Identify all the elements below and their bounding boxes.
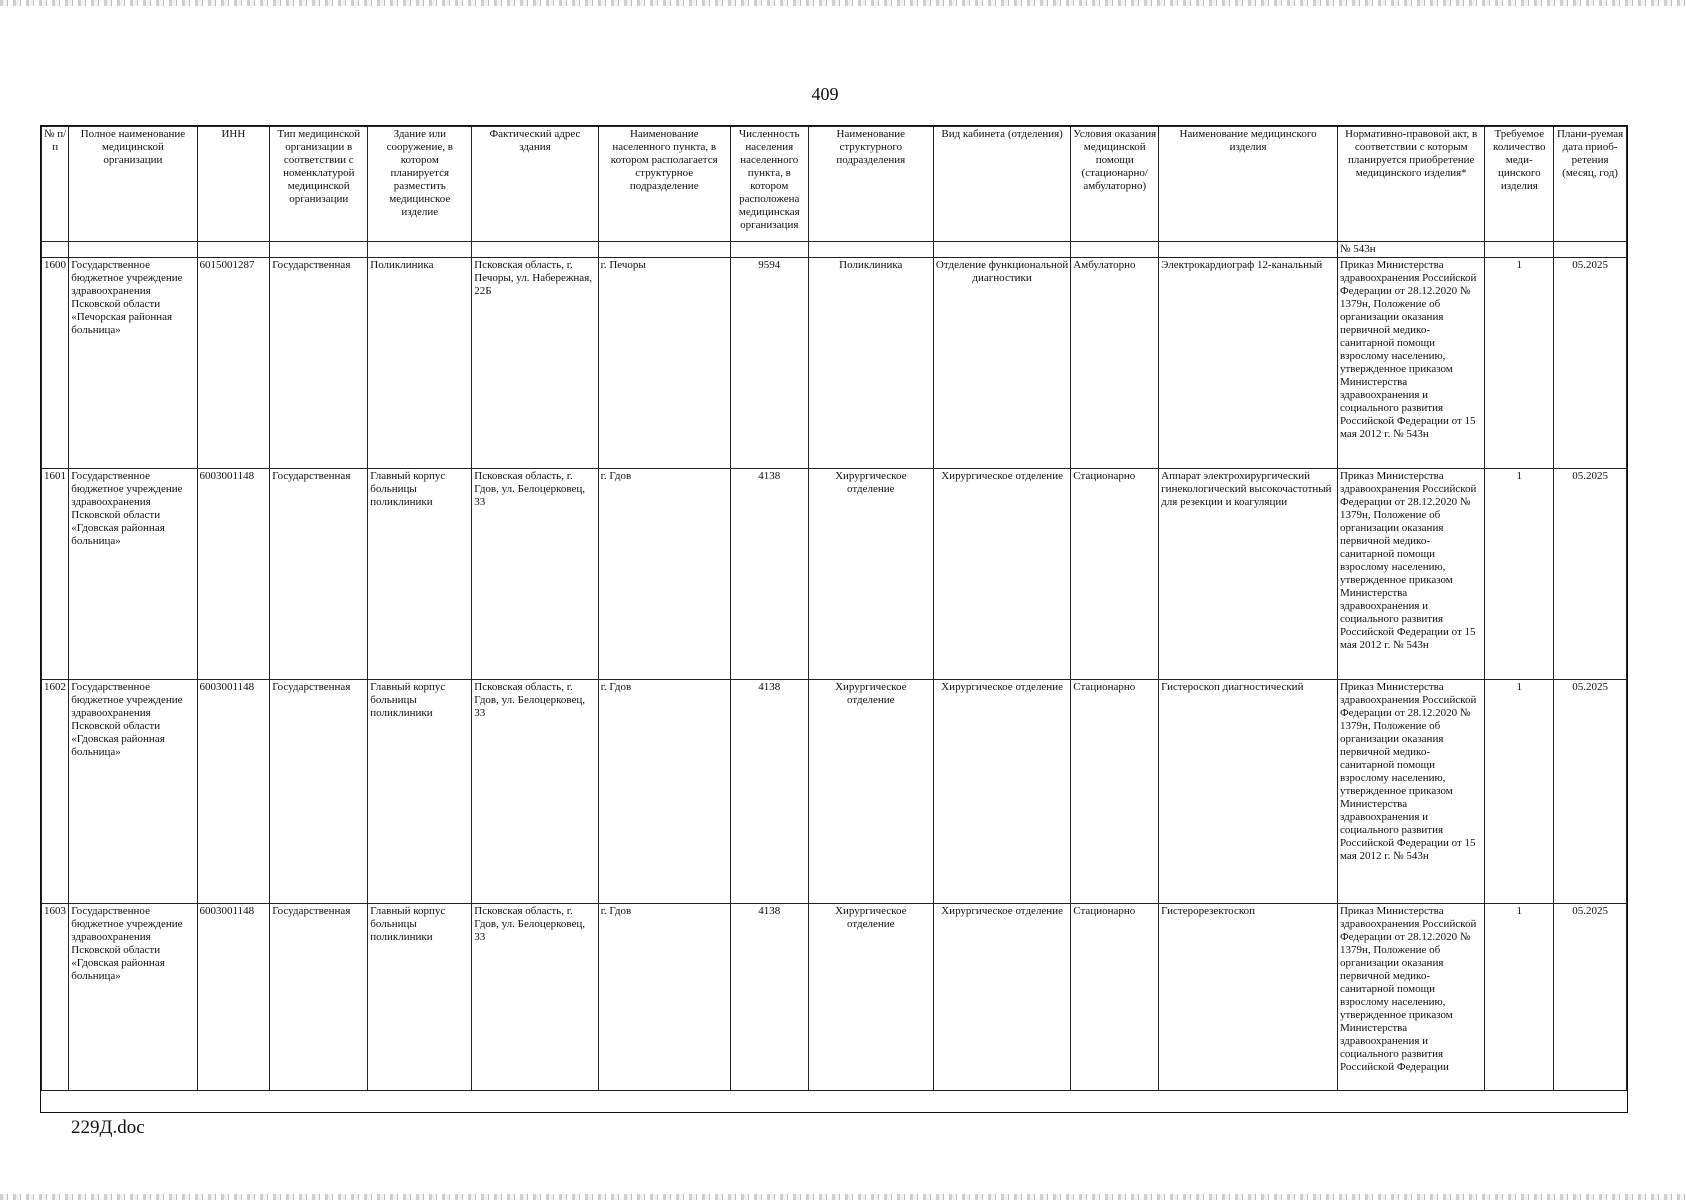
inn-value: 6015001287	[197, 258, 270, 469]
legal-act: Приказ Министерства здравоохранения Российской Федерации от 28.12.2020 № 1379н, Положение об организации оказания первичной медико-санитарной помощи взрослому населению, утвержденное приказом Министерства здравоохранения и социального развития Российской Федерации	[1337, 904, 1484, 1091]
address: Псковская область, г. Гдов, ул. Белоцерковец, 33	[472, 469, 598, 680]
scan-edge-top	[0, 0, 1686, 6]
scan-edge-bottom	[0, 1194, 1686, 1200]
header-date: Плани-руемая дата приоб-ретения (месяц, год)	[1554, 127, 1627, 242]
cabinet: Хирургическое отделение	[933, 904, 1070, 1091]
header-num: № п/п	[42, 127, 69, 242]
header-subdivision: Наименование структурного подразделения	[808, 127, 933, 242]
row-number: 1602	[42, 680, 69, 904]
header-cabinet: Вид кабинета (отделения)	[933, 127, 1070, 242]
locality: г. Гдов	[598, 469, 730, 680]
inn-value: 6003001148	[197, 469, 270, 680]
building: Поликлиника	[368, 258, 472, 469]
org-name: Государственное бюджетное учреждение здравоохранения Псковской области «Печорская районная больница»	[69, 258, 197, 469]
purchase-date: 05.2025	[1554, 469, 1627, 680]
address: Псковская область, г. Гдов, ул. Белоцерковец, 33	[472, 904, 598, 1091]
header-quantity: Требуемое количество меди-цинского изделия	[1485, 127, 1554, 242]
cabinet: Отделение функциональной диагностики	[933, 258, 1070, 469]
equipment-table	[41, 126, 1627, 1091]
device: Гистерорезектоскоп	[1159, 904, 1338, 1091]
device: Аппарат электрохирургический гинекологический высокочастотный для резекции и коагуляции	[1159, 469, 1338, 680]
table-row	[42, 680, 1627, 904]
conditions: Амбулаторно	[1071, 258, 1159, 469]
subdivision: Поликлиника	[808, 258, 933, 469]
address: Псковская область, г. Печоры, ул. Набережная, 22Б	[472, 258, 598, 469]
conditions: Стационарно	[1071, 680, 1159, 904]
legal-act: Приказ Министерства здравоохранения Российской Федерации от 28.12.2020 № 1379н, Положение об организации оказания первичной медико-санитарной помощи взрослому населению, утвержденное приказом Министерства здравоохранения и социального развития Российской Федерации от 15 мая 2012 г. № 543н	[1337, 258, 1484, 469]
carryover-text: № 543н	[1337, 242, 1484, 258]
quantity: 1	[1485, 680, 1554, 904]
subdivision: Хирургическое отделение	[808, 469, 933, 680]
legal-act: Приказ Министерства здравоохранения Российской Федерации от 28.12.2020 № 1379н, Положение об организации оказания первичной медико-санитарной помощи взрослому населению, утвержденное приказом Министерства здравоохранения и социального развития Российской Федерации от 15 мая 2012 г. № 543н	[1337, 469, 1484, 680]
header-building: Здание или сооружение, в котором планируется разместить медицинское изделие	[368, 127, 472, 242]
subdivision: Хирургическое отделение	[808, 680, 933, 904]
building: Главный корпус больницы поликлиники	[368, 904, 472, 1091]
carryover-row	[42, 242, 1627, 258]
equipment-table-sheet	[40, 125, 1628, 1113]
header-act: Нормативно-правовой акт, в соответствии с которым планируется приобретение медицинского изделия*	[1337, 127, 1484, 242]
locality: г. Гдов	[598, 680, 730, 904]
locality: г. Гдов	[598, 904, 730, 1091]
cabinet: Хирургическое отделение	[933, 469, 1070, 680]
building: Главный корпус больницы поликлиники	[368, 469, 472, 680]
org-name: Государственное бюджетное учреждение здравоохранения Псковской области «Гдовская районная больница»	[69, 680, 197, 904]
subdivision: Хирургическое отделение	[808, 904, 933, 1091]
org-name: Государственное бюджетное учреждение здравоохранения Псковской области «Гдовская районная больница»	[69, 469, 197, 680]
row-number: 1601	[42, 469, 69, 680]
population: 4138	[730, 904, 808, 1091]
population: 9594	[730, 258, 808, 469]
population: 4138	[730, 680, 808, 904]
row-number: 1600	[42, 258, 69, 469]
device: Гистероскоп диагностический	[1159, 680, 1338, 904]
conditions: Стационарно	[1071, 904, 1159, 1091]
population: 4138	[730, 469, 808, 680]
table-row	[42, 904, 1627, 1091]
purchase-date: 05.2025	[1554, 904, 1627, 1091]
quantity: 1	[1485, 469, 1554, 680]
page-number: 409	[811, 84, 839, 104]
header-device: Наименование медицинского изделия	[1159, 127, 1338, 242]
legal-act: Приказ Министерства здравоохранения Российской Федерации от 28.12.2020 № 1379н, Положение об организации оказания первичной медико-санитарной помощи взрослому населению, утвержденное приказом Министерства здравоохранения и социального развития Российской Федерации от 15 мая 2012 г. № 543н	[1337, 680, 1484, 904]
org-type: Государственная	[270, 904, 368, 1091]
header-inn: ИНН	[197, 127, 270, 242]
header-row	[42, 127, 1627, 242]
conditions: Стационарно	[1071, 469, 1159, 680]
cabinet: Хирургическое отделение	[933, 680, 1070, 904]
inn-value: 6003001148	[197, 904, 270, 1091]
table-row	[42, 258, 1627, 469]
row-number: 1603	[42, 904, 69, 1091]
org-type: Государственная	[270, 680, 368, 904]
device: Электрокардиограф 12-канальный	[1159, 258, 1338, 469]
header-type: Тип медицинской организации в соответствии с номенклатурой медицинской организации	[270, 127, 368, 242]
purchase-date: 05.2025	[1554, 680, 1627, 904]
header-locality: Наименование населенного пункта, в котором располагается структурное подразделение	[598, 127, 730, 242]
inn-value: 6003001148	[197, 680, 270, 904]
quantity: 1	[1485, 904, 1554, 1091]
header-address: Фактический адрес здания	[472, 127, 598, 242]
org-type: Государственная	[270, 258, 368, 469]
header-population: Численность населения населенного пункта, в котором расположена медицинская организация	[730, 127, 808, 242]
table-row	[42, 469, 1627, 680]
locality: г. Печоры	[598, 258, 730, 469]
org-type: Государственная	[270, 469, 368, 680]
header-org: Полное наименование медицинской организации	[69, 127, 197, 242]
header-conditions: Условия оказания медицинской помощи (стационарно/ амбулаторно)	[1071, 127, 1159, 242]
address: Псковская область, г. Гдов, ул. Белоцерковец, 33	[472, 680, 598, 904]
building: Главный корпус больницы поликлиники	[368, 680, 472, 904]
org-name: Государственное бюджетное учреждение здравоохранения Псковской области «Гдовская районная больница»	[69, 904, 197, 1091]
footer-filename: 229Д.doc	[71, 1117, 145, 1138]
purchase-date: 05.2025	[1554, 258, 1627, 469]
quantity: 1	[1485, 258, 1554, 469]
